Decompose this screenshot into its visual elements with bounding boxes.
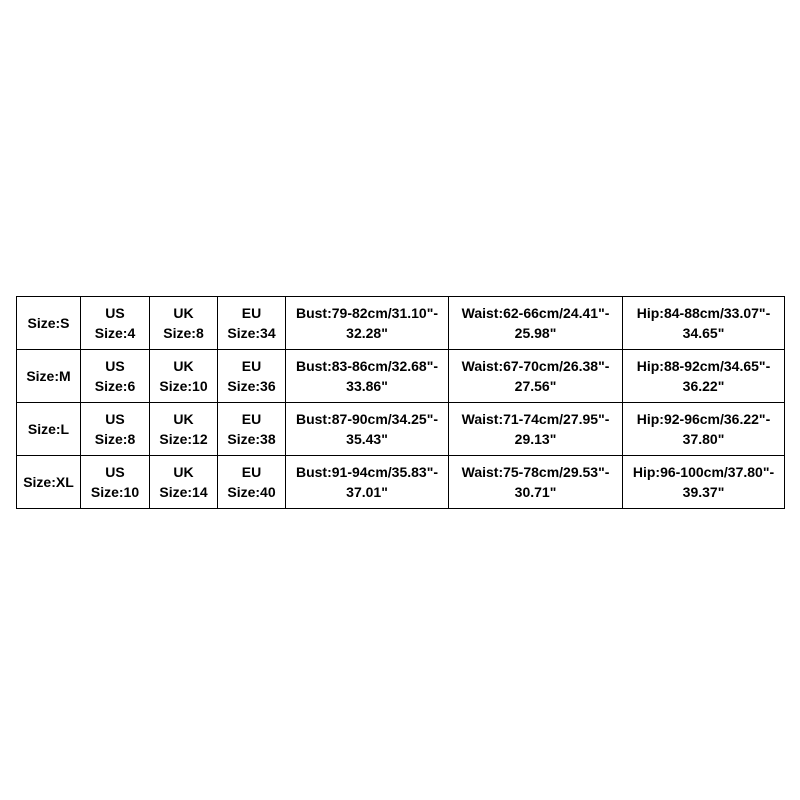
hip-cell	[623, 350, 785, 403]
us-size-value: Size:10	[90, 484, 140, 500]
hip-line-2: 39.37"	[682, 484, 725, 500]
eu-size-cell	[218, 456, 286, 509]
waist-line-2: 30.71"	[514, 484, 557, 500]
size-label-cell	[17, 350, 81, 403]
size-row-m	[17, 350, 785, 403]
us-size-cell	[81, 403, 150, 456]
waist-line-1: Waist:71-74cm/27.95"-	[461, 411, 610, 427]
bust-line-1: Bust:87-90cm/34.25"-	[295, 411, 439, 427]
us-size-cell	[81, 297, 150, 350]
eu-label: EU	[241, 411, 262, 427]
us-label: US	[105, 411, 125, 427]
size-label-cell	[17, 456, 81, 509]
waist-line-1: Waist:62-66cm/24.41"-	[461, 305, 610, 321]
eu-size-value: Size:40	[227, 484, 276, 500]
us-label: US	[105, 358, 125, 374]
bust-line-2: 37.01"	[346, 484, 388, 500]
size-label: Size:S	[27, 315, 70, 331]
waist-line-2: 25.98"	[514, 325, 557, 341]
us-size-cell	[81, 456, 150, 509]
bust-line-2: 35.43"	[346, 431, 388, 447]
bust-line-1: Bust:79-82cm/31.10"-	[295, 305, 439, 321]
waist-line-1: Waist:67-70cm/26.38"-	[461, 358, 610, 374]
uk-label: UK	[173, 305, 194, 321]
waist-line-2: 29.13"	[514, 431, 557, 447]
waist-cell	[449, 403, 623, 456]
us-size-value: Size:4	[94, 325, 136, 341]
hip-cell	[623, 297, 785, 350]
us-size-cell	[81, 350, 150, 403]
bust-cell	[286, 297, 449, 350]
hip-line-2: 36.22"	[682, 378, 725, 394]
uk-label: UK	[173, 411, 194, 427]
eu-size-cell	[218, 350, 286, 403]
hip-line-2: 34.65"	[682, 325, 725, 341]
eu-label: EU	[241, 358, 262, 374]
us-label: US	[105, 305, 125, 321]
eu-label: EU	[241, 464, 262, 480]
size-label: Size:XL	[23, 474, 74, 490]
hip-cell	[623, 456, 785, 509]
bust-cell	[286, 350, 449, 403]
eu-label: EU	[241, 305, 262, 321]
hip-line-1: Hip:92-96cm/36.22"-	[636, 411, 771, 427]
uk-size-cell	[150, 297, 218, 350]
bust-cell	[286, 456, 449, 509]
uk-size-value: Size:10	[159, 378, 208, 394]
hip-cell	[623, 403, 785, 456]
size-label-cell	[17, 403, 81, 456]
hip-line-1: Hip:84-88cm/33.07"-	[636, 305, 771, 321]
uk-label: UK	[173, 464, 194, 480]
size-row-l	[17, 403, 785, 456]
size-row-s	[17, 297, 785, 350]
eu-size-cell	[218, 297, 286, 350]
waist-cell	[449, 456, 623, 509]
size-label: Size:L	[27, 421, 70, 437]
waist-line-2: 27.56"	[514, 378, 557, 394]
us-label: US	[105, 464, 125, 480]
bust-line-1: Bust:83-86cm/32.68"-	[295, 358, 439, 374]
size-chart-table	[16, 296, 785, 509]
waist-line-1: Waist:75-78cm/29.53"-	[461, 464, 610, 480]
waist-cell	[449, 350, 623, 403]
uk-size-cell	[150, 403, 218, 456]
hip-line-1: Hip:88-92cm/34.65"-	[636, 358, 771, 374]
eu-size-value: Size:36	[227, 378, 276, 394]
eu-size-value: Size:38	[227, 431, 276, 447]
uk-size-cell	[150, 350, 218, 403]
size-label: Size:M	[26, 368, 71, 384]
uk-size-cell	[150, 456, 218, 509]
uk-size-value: Size:8	[163, 325, 204, 341]
eu-size-value: Size:34	[227, 325, 276, 341]
hip-line-2: 37.80"	[682, 431, 725, 447]
hip-line-1: Hip:96-100cm/37.80"-	[632, 464, 775, 480]
uk-size-value: Size:12	[159, 431, 208, 447]
uk-size-value: Size:14	[159, 484, 208, 500]
bust-cell	[286, 403, 449, 456]
eu-size-cell	[218, 403, 286, 456]
size-label-cell	[17, 297, 81, 350]
us-size-value: Size:8	[94, 431, 136, 447]
us-size-value: Size:6	[94, 378, 136, 394]
waist-cell	[449, 297, 623, 350]
bust-line-2: 32.28"	[346, 325, 388, 341]
uk-label: UK	[173, 358, 194, 374]
bust-line-2: 33.86"	[346, 378, 388, 394]
bust-line-1: Bust:91-94cm/35.83"-	[295, 464, 439, 480]
size-row-xl	[17, 456, 785, 509]
